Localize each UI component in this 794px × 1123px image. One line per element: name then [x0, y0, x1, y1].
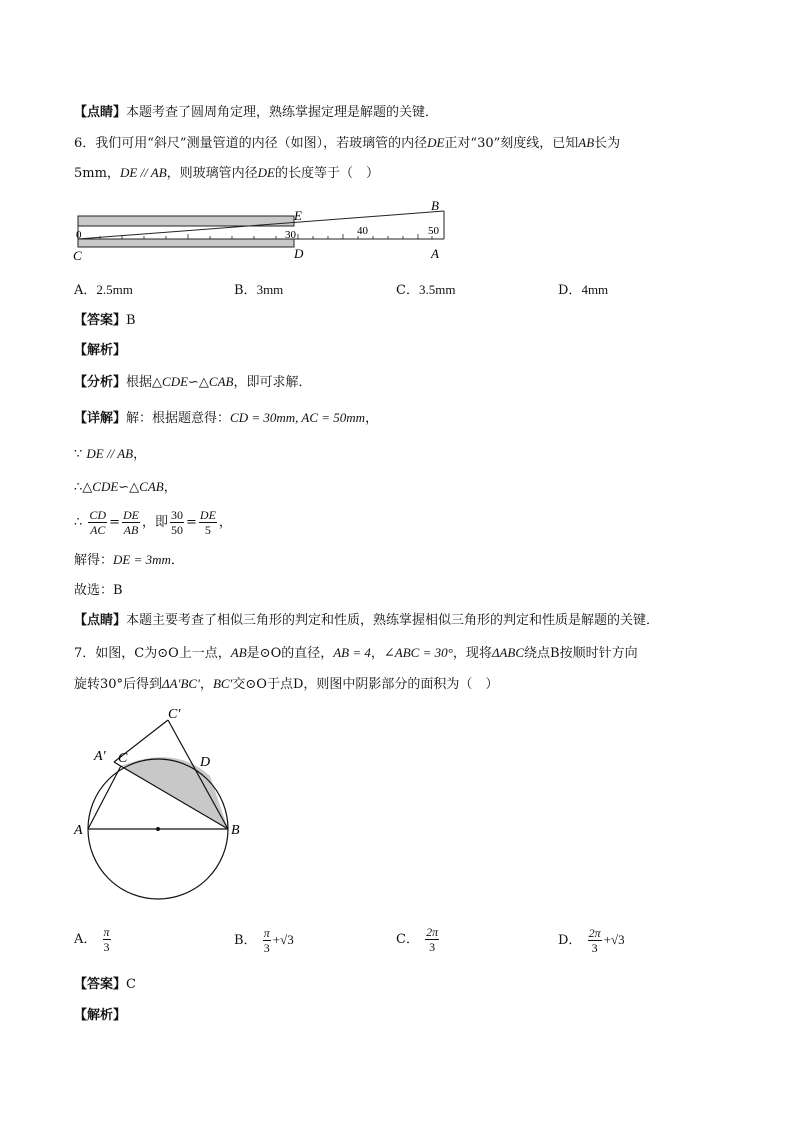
stem-text: 我们可用“斜尺”测量管道的内径（如图），若玻璃管的内径: [95, 136, 428, 151]
q7-analysis-heading: 【解析】: [74, 1008, 127, 1023]
stem-text: 长为: [594, 136, 621, 151]
point-label-b: B: [231, 823, 240, 838]
fraction: $\frac{CD}{AC}$: [89, 508, 107, 537]
math-de: DE: [257, 165, 275, 180]
stem-text: 5mm，: [74, 166, 120, 181]
point-label-c-prime: C′: [168, 707, 181, 722]
q7-answer: 【答案】C: [74, 977, 136, 992]
stem-text: 的长度等于（ ）: [275, 166, 380, 181]
ruler-figure: [70, 196, 460, 262]
q6-proportion: ∴ $\frac{CD}{AC}$ = $\frac{DE}{AB}$ ，即 $\frac{30}{50}$ = $\frac{DE}{5}$ ，: [74, 508, 232, 537]
q6-dianjing: 【点睛】本题主要考查了相似三角形的判定和性质，熟练掌握相似三角形的判定和性质是解题的关键．: [74, 613, 660, 628]
q6-fenxi: 【分析】根据△CDE∽△CAB，即可求解．: [74, 374, 312, 390]
question-number: 7．: [74, 646, 96, 661]
math-ab: AB: [578, 135, 595, 150]
point-label-e: E: [294, 208, 302, 223]
q6-analysis-heading: 【解析】: [74, 343, 127, 358]
q7-stem-line2: 旋转30°后得到ΔA′BC′，BC′交⊙O于点D，则图中阴影部分的面积为（ ）: [74, 676, 499, 692]
tick-label-50: 50: [428, 225, 439, 237]
option-a[interactable]: A．2.5mm: [74, 282, 133, 298]
q6-solve: 解得：DE = 3mm．: [74, 552, 184, 568]
point-label-d: D: [294, 246, 304, 261]
option-b[interactable]: B．3mm: [234, 282, 284, 298]
point-label-a: A: [74, 823, 83, 838]
point-label-a-prime: A′: [94, 749, 106, 764]
stem-text: 正对“30”刻度线，已知: [444, 136, 579, 151]
option-a[interactable]: A． $\frac{\pi}{3}$: [74, 925, 110, 954]
fraction: $\frac{DE}{5}$: [199, 508, 216, 537]
point-label-c: C: [118, 751, 128, 766]
fraction: $\frac{DE}{AB}$: [123, 508, 139, 537]
point-label-c: C: [73, 248, 82, 262]
option-c[interactable]: C． $\frac{2\pi}{3}$: [396, 925, 439, 954]
q6-detail: 【详解】解：根据题意得：CD = 30mm, AC = 50mm，: [74, 410, 379, 426]
circle-figure: [70, 700, 260, 905]
q6-because: ∵ DE // AB，: [74, 446, 147, 462]
comment-text: 本题考查了圆周角定理，熟练掌握定理是解题的关键．: [126, 105, 439, 120]
q6-therefore: ∴△CDE∽△CAB，: [74, 479, 177, 495]
option-d[interactable]: D． $\frac{2\pi}{3}$ +√3: [558, 926, 625, 955]
prev-comment: [74, 103, 438, 123]
question-number: 6．: [74, 136, 96, 151]
math-parallel: DE // AB: [119, 165, 167, 180]
comment-tag: 【点睛】: [74, 105, 127, 120]
q6-choose: 故选：B: [74, 583, 123, 598]
q7-stem-line1: 7．如图，C为⊙O上一点，AB是⊙O的直径，AB = 4，∠ABC = 30°，现将ΔABC绕点B按顺时针方向: [74, 645, 638, 661]
stem-text: ，则玻璃管内径: [166, 166, 258, 181]
tick-label-30: 30: [285, 229, 296, 241]
q6-stem-line1: [74, 133, 620, 154]
math-de: DE: [427, 135, 445, 150]
option-d[interactable]: D．4mm: [558, 282, 609, 298]
fraction: $\frac{30}{50}$: [171, 508, 184, 537]
point-label-d: D: [200, 755, 211, 770]
tick-label-0: 0: [76, 229, 82, 241]
option-b[interactable]: B． $\frac{\pi}{3}$ +√3: [234, 926, 294, 955]
tick-label-40: 40: [357, 225, 368, 237]
q6-answer: 【答案】B: [74, 313, 136, 328]
option-c[interactable]: C．3.5mm: [396, 282, 456, 298]
point-label-a: A: [431, 246, 439, 261]
q6-stem-line2: [74, 163, 379, 184]
point-label-b: B: [431, 198, 439, 213]
